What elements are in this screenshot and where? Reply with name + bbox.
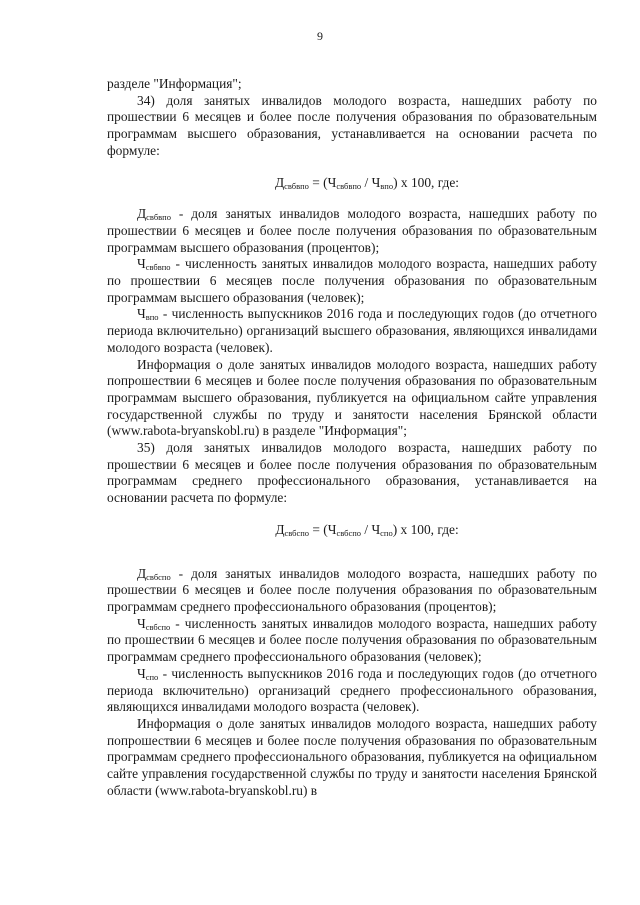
formula-numerator-subscript: свбвпо [336, 180, 362, 191]
paragraph: Информация о доле занятых инвалидов молодого возраста, нашедших работу попрошествии 6 месяцев и более после получения образования по образовательным программам среднего профессионального образования, публикуется на официальном сайте управления государственной службы по труду и занятости населения Брянской области (www.rabota-bryanskobl.ru) в [107, 715, 597, 798]
paragraph: Информация о доле занятых инвалидов молодого возраста, нашедших работу попрошествии 6 месяцев и более после получения образования по образовательным программам высшего образования, публикуется на официальном сайте управления государственной службы по труду и занятости населения Брянской области (www.rabota-bryanskobl.ru) в разделе "Информация"; [107, 356, 597, 439]
definition [107, 206, 597, 256]
definition-symbol-subscript: свбспо [146, 571, 171, 582]
definition-symbol-subscript: спо [145, 671, 159, 682]
formula-numerator-subscript: свбспо [336, 527, 362, 538]
definition-symbol: $Ч_{спо}$ [137, 665, 159, 682]
definition-text: - численность занятых инвалидов молодого возраста, нашедших работу по прошествии 6 месяцев после получения образования по образовательным программам высшего образования (человек); [107, 256, 597, 305]
formula-numerator: $Ч_{свбвпо}$ [327, 174, 362, 191]
formula-tail: ) х 100, где: [393, 174, 460, 190]
definition-symbol-subscript: свбспо [145, 621, 171, 632]
formula-divide: / [361, 174, 372, 190]
definition-text: - доля занятых инвалидов молодого возраста, нашедших работу по прошествии 6 месяцев и более после получения образования по образовательным программам высшего образования (процентов); [107, 206, 597, 255]
definition [107, 616, 597, 666]
definition-symbol-subscript: свбвпо [146, 212, 171, 223]
paragraph: 35) доля занятых инвалидов молодого возраста, нашедших работу по прошествии 6 месяцев и более после получения образования по образовательным программам среднего профессионального образования, устанавливается на основании расчета по формуле: [107, 440, 597, 506]
formula-equals: = ( [309, 521, 328, 537]
page-number: 9 [317, 29, 323, 43]
document-body [107, 76, 597, 799]
paragraph: 34) доля занятых инвалидов молодого возраста, нашедших работу по прошествии 6 месяцев и более после получения образования по образовательным программам высшего образования, устанавливается на основании расчета по формуле: [107, 92, 597, 158]
definition [107, 256, 597, 306]
definition-text: - численность выпускников 2016 года и последующих годов (до отчетного периода включительно) организаций высшего образования, являющихся инвалидами молодого возраста (человек). [107, 306, 597, 355]
definition-symbol: $Ч_{свбспо}$ [137, 615, 171, 632]
definition-text: - доля занятых инвалидов молодого возраста, нашедших работу по прошествии 6 месяцев и более после получения образования по образовательным программам среднего профессионального образования (процентов); [107, 565, 597, 614]
formula-denominator: $Ч_{спо}$ [371, 521, 393, 538]
formula-denominator-subscript: спо [380, 527, 393, 538]
paragraph: разделе "Информация"; [107, 76, 242, 91]
definition [107, 566, 597, 616]
definition-text: - численность выпускников 2016 года и последующих годов (до отчетного периода включительно) организаций среднего профессионального образования, являющихся инвалидами молодого возраста (человек). [107, 665, 597, 715]
formula-denominator-subscript: впо [380, 180, 394, 191]
definition-symbol: $Ч_{свбвпо}$ [137, 256, 171, 273]
definition [107, 306, 597, 356]
definition-text: - численность занятых инвалидов молодого возраста, нашедших работу по прошествии 6 месяцев и более после получения образования по образовательным программам среднего профессионального образования (человек); [107, 615, 597, 665]
formula-equals: = ( [308, 174, 328, 190]
formula [107, 522, 597, 539]
definition-symbol-subscript: свбвпо [145, 262, 171, 273]
formula-numerator: $Ч_{свбспо}$ [327, 521, 362, 538]
formula-denominator: $Ч_{впо}$ [371, 174, 394, 191]
definition-symbol-subscript: впо [145, 312, 159, 323]
definition-symbol: $Д_{свбспо}$ [137, 565, 171, 582]
definition [107, 666, 597, 716]
formula-result-subscript: свбспо [284, 527, 310, 538]
formula-result: $Д_{свбспо}$ [275, 521, 310, 538]
formula-result: $Д_{свбвпо}$ [274, 174, 309, 191]
formula-result-subscript: свбвпо [284, 180, 309, 191]
formula-divide: / [361, 521, 372, 537]
formula-tail: ) х 100, где: [392, 521, 459, 537]
formula [107, 175, 597, 192]
definition-symbol: $Д_{свбвпо}$ [137, 206, 171, 223]
definition-symbol: $Ч_{впо}$ [137, 306, 159, 323]
